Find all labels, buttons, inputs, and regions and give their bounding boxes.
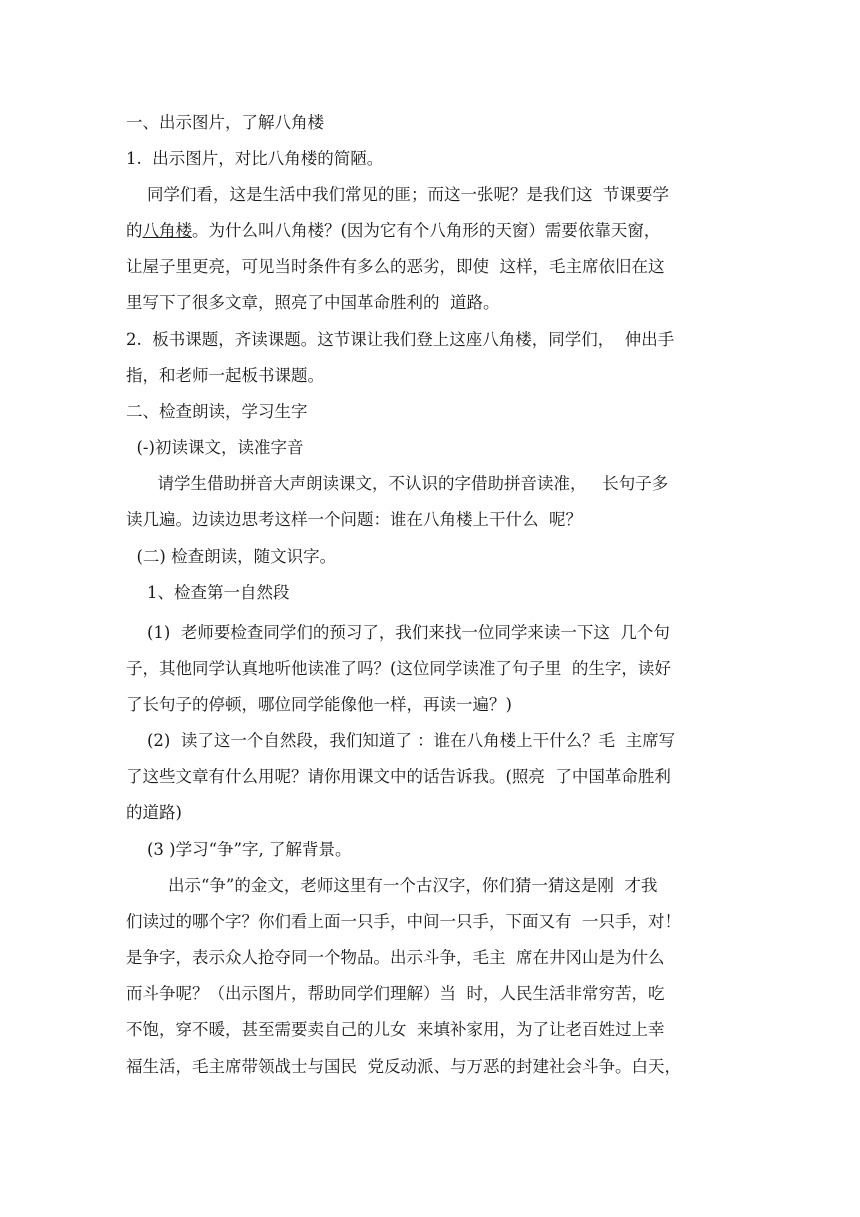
text-line: 2. 板书课题，齐读课题。这节课让我们登上这座八角楼，同学们， 伸出手 <box>126 330 675 349</box>
section-heading-2: 二、检查朗读，学习生字 <box>126 402 308 421</box>
text-line: 是争字，表示众人抢夺同一个物品。出示斗争，毛主 席在井冈山是为什么 <box>126 948 665 967</box>
subsection-heading: (-)初读课文，读准字音 <box>126 438 304 457</box>
section-heading-1: 一、出示图片，了解八角楼 <box>126 113 324 132</box>
text-line: 的道路) <box>126 803 182 822</box>
subsection-heading: (二) 检查朗读，随文识字。 <box>126 547 337 566</box>
text-span: 的 <box>126 221 143 240</box>
text-line: 子，其他同学认真地听他读准了吗？(这位同学读准了句子里 的生字，读好 <box>126 659 671 678</box>
text-line: 读几遍。边读边思考这样一个问题：谁在八角楼上干什么 呢？ <box>126 510 582 529</box>
text-line <box>126 219 746 243</box>
text-line: 出示“争”的金文，老师这里有一个古汉字，你们猜一猜这是刚 才我 <box>126 876 658 895</box>
text-line: 请学生借助拼音大声朗读课文，不认识的字借助拼音读准， 长句子多 <box>126 474 669 493</box>
text-line: 而斗争呢？（出示图片，帮助同学们理解）当 时，人民生活非常穷苦，吃 <box>126 984 665 1003</box>
text-line: 了这些文章有什么用呢？请你用课文中的话告诉我。(照亮 了中国革命胜利 <box>126 767 671 786</box>
text-line: (2) 读了这一个自然段，我们知道了 ：谁在八角楼上干什么？毛 主席写 <box>126 731 676 750</box>
text-line: 1、检查第一自然段 <box>126 583 290 602</box>
text-line: (1) 老师要检查同学们的预习了，我们来找一位同学来读一下这 几个句 <box>126 623 670 642</box>
underlined-term: 八角楼 <box>142 221 192 240</box>
text-line: 指，和老师一起板书课题。 <box>126 366 324 385</box>
text-line: 不饱，穿不暖，甚至需要卖自己的儿女 来填补家用，为了让老百姓过上幸 <box>126 1020 665 1039</box>
text-line: 让屋子里更亮，可见当时条件有多么的恶劣，即使 这样，毛主席依旧在这 <box>126 257 665 276</box>
text-line: 里写下了很多文章，照亮了中国革命胜利的 道路。 <box>126 293 500 312</box>
text-line: (3 )学习“争”字, 了解背景。 <box>126 840 352 859</box>
text-line: 同学们看，这是生活中我们常见的匪；而这一张呢？是我们这 节课要学 <box>126 185 669 204</box>
text-span: 。为什么叫八角楼？(因为它有个八角形的天窗）需要依靠天窗， <box>192 221 661 240</box>
text-line: 福生活，毛主席带领战士与国民 党反动派、与万恶的封建社会斗争。白天， <box>126 1057 681 1076</box>
text-line: 们读过的哪个字？你们看上面一只手，中间一只手，下面又有 一只手，对！ <box>126 912 681 931</box>
text-line: 1. 出示图片，对比八角楼的简陋。 <box>126 149 384 168</box>
text-line: 了长句子的停顿，哪位同学能像他一样，再读一遍？) <box>126 695 512 714</box>
